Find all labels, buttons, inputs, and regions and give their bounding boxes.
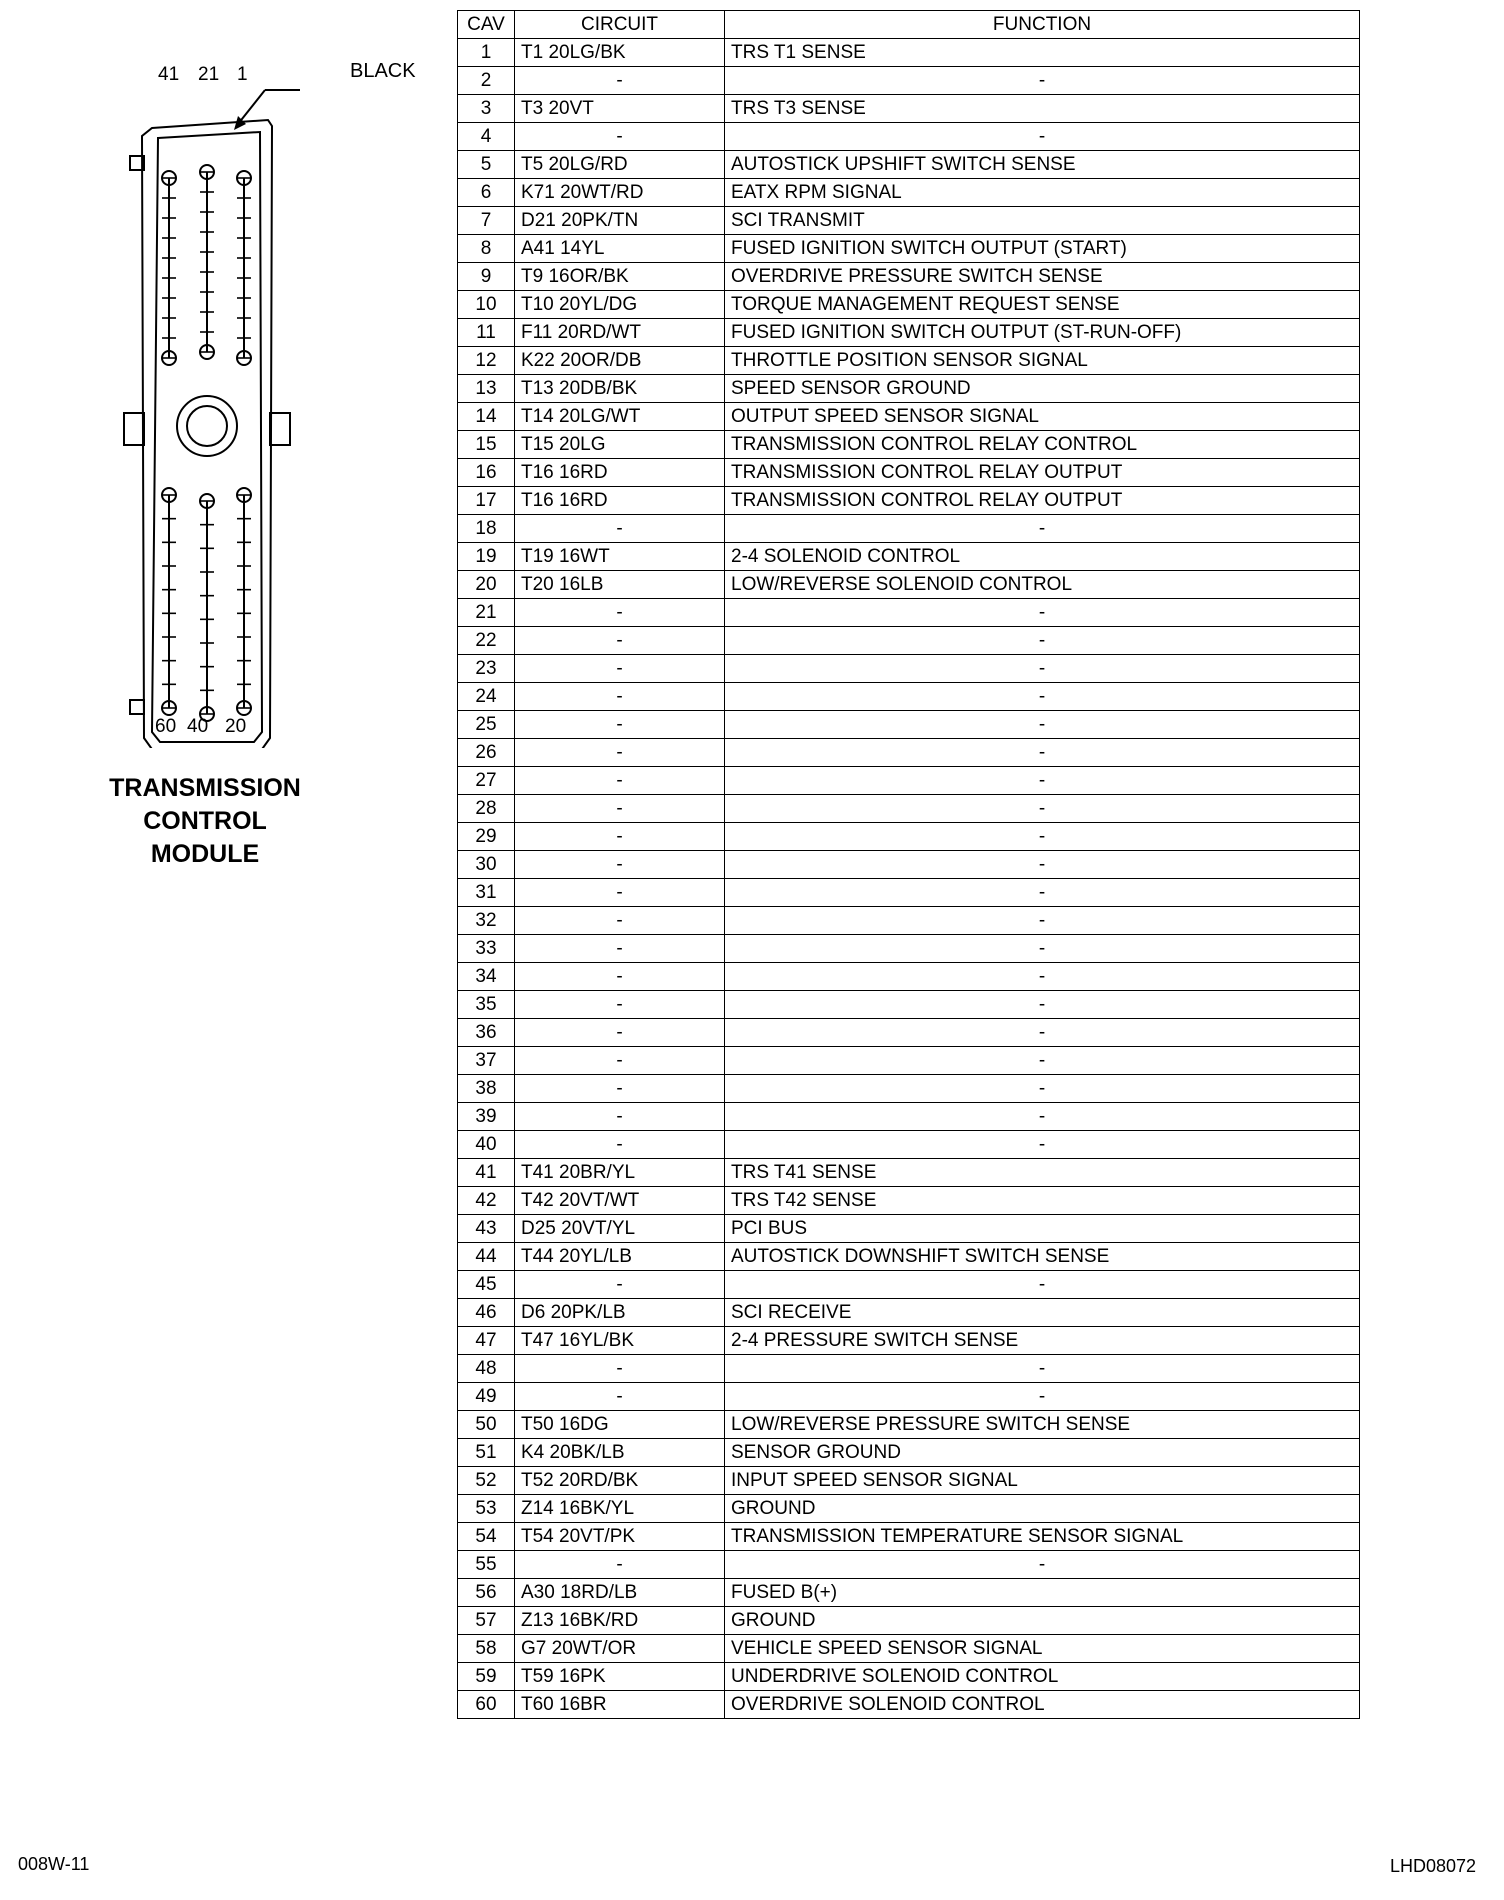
- table-row: [458, 1635, 1360, 1663]
- table-header-row: [458, 11, 1360, 39]
- connector-color-label: BLACK: [350, 60, 416, 82]
- cell-function: THROTTLE POSITION SENSOR SIGNAL: [725, 347, 1360, 375]
- cell-circuit: -: [515, 823, 725, 851]
- cell-cav: 24: [458, 683, 515, 711]
- cell-function: -: [725, 823, 1360, 851]
- cell-circuit: T19 16WT: [515, 543, 725, 571]
- cell-circuit: D21 20PK/TN: [515, 207, 725, 235]
- cell-circuit: -: [515, 1551, 725, 1579]
- cell-function: TRS T41 SENSE: [725, 1159, 1360, 1187]
- cell-cav: 27: [458, 767, 515, 795]
- table-row: [458, 795, 1360, 823]
- table-row: [458, 963, 1360, 991]
- leader-line-diagonal: [238, 90, 265, 124]
- cell-cav: 42: [458, 1187, 515, 1215]
- cell-cav: 29: [458, 823, 515, 851]
- cell-circuit: -: [515, 795, 725, 823]
- table-row: [458, 1103, 1360, 1131]
- cell-function: TRS T42 SENSE: [725, 1187, 1360, 1215]
- cell-function: OVERDRIVE SOLENOID CONTROL: [725, 1691, 1360, 1719]
- cell-cav: 47: [458, 1327, 515, 1355]
- figure-code-left: 008W-11: [18, 1854, 90, 1874]
- cell-circuit: D25 20VT/YL: [515, 1215, 725, 1243]
- cell-circuit: K4 20BK/LB: [515, 1439, 725, 1467]
- cell-circuit: -: [515, 1103, 725, 1131]
- cell-circuit: -: [515, 711, 725, 739]
- cell-circuit: T44 20YL/LB: [515, 1243, 725, 1271]
- table-row: [458, 1523, 1360, 1551]
- cell-function: -: [725, 963, 1360, 991]
- cell-circuit: T14 20LG/WT: [515, 403, 725, 431]
- cell-function: -: [725, 851, 1360, 879]
- table-row: [458, 1495, 1360, 1523]
- cell-cav: 55: [458, 1551, 515, 1579]
- cell-circuit: T20 16LB: [515, 571, 725, 599]
- cell-cav: 56: [458, 1579, 515, 1607]
- cell-cav: 14: [458, 403, 515, 431]
- table-row: [458, 347, 1360, 375]
- cell-function: VEHICLE SPEED SENSOR SIGNAL: [725, 1635, 1360, 1663]
- table-row: [458, 1579, 1360, 1607]
- cell-cav: 49: [458, 1383, 515, 1411]
- cell-circuit: T47 16YL/BK: [515, 1327, 725, 1355]
- cell-cav: 53: [458, 1495, 515, 1523]
- cell-circuit: -: [515, 655, 725, 683]
- table-row: [458, 571, 1360, 599]
- table-row: [458, 179, 1360, 207]
- table-row: [458, 375, 1360, 403]
- cell-function: FUSED IGNITION SWITCH OUTPUT (ST-RUN-OFF): [725, 319, 1360, 347]
- cell-function: UNDERDRIVE SOLENOID CONTROL: [725, 1663, 1360, 1691]
- table-row: [458, 627, 1360, 655]
- cell-cav: 23: [458, 655, 515, 683]
- cell-cav: 21: [458, 599, 515, 627]
- cell-cav: 11: [458, 319, 515, 347]
- cell-function: SENSOR GROUND: [725, 1439, 1360, 1467]
- table-row: [458, 935, 1360, 963]
- cell-circuit: T9 16OR/BK: [515, 263, 725, 291]
- cell-circuit: T54 20VT/PK: [515, 1523, 725, 1551]
- cell-function: -: [725, 599, 1360, 627]
- cell-circuit: A30 18RD/LB: [515, 1579, 725, 1607]
- cell-cav: 48: [458, 1355, 515, 1383]
- cell-function: -: [725, 907, 1360, 935]
- cell-function: -: [725, 515, 1360, 543]
- cell-cav: 37: [458, 1047, 515, 1075]
- cell-circuit: T60 16BR: [515, 1691, 725, 1719]
- cell-function: EATX RPM SIGNAL: [725, 179, 1360, 207]
- table-row: [458, 655, 1360, 683]
- cell-cav: 45: [458, 1271, 515, 1299]
- cell-function: -: [725, 767, 1360, 795]
- cell-function: FUSED B(+): [725, 1579, 1360, 1607]
- cell-cav: 10: [458, 291, 515, 319]
- cell-circuit: T16 16RD: [515, 487, 725, 515]
- cell-function: -: [725, 1075, 1360, 1103]
- cell-circuit: -: [515, 1271, 725, 1299]
- cell-circuit: T13 20DB/BK: [515, 375, 725, 403]
- cell-circuit: Z14 16BK/YL: [515, 1495, 725, 1523]
- table-row: [458, 1467, 1360, 1495]
- table-row: [458, 1187, 1360, 1215]
- table-row: [458, 1075, 1360, 1103]
- cell-cav: 52: [458, 1467, 515, 1495]
- table-row: [458, 319, 1360, 347]
- header-cav: CAV: [458, 11, 515, 39]
- pin-label-20: 20: [225, 716, 247, 737]
- table-row: [458, 739, 1360, 767]
- table-row: [458, 95, 1360, 123]
- table-row: [458, 1439, 1360, 1467]
- table-row: [458, 1215, 1360, 1243]
- cell-circuit: K71 20WT/RD: [515, 179, 725, 207]
- cell-cav: 15: [458, 431, 515, 459]
- module-title: TRANSMISSION CONTROL MODULE: [109, 774, 301, 868]
- table-row: [458, 543, 1360, 571]
- table-row: [458, 1551, 1360, 1579]
- table-row: [458, 851, 1360, 879]
- pin-label-60: 60: [155, 716, 177, 737]
- cell-circuit: T16 16RD: [515, 459, 725, 487]
- table-row: [458, 487, 1360, 515]
- cell-cav: 34: [458, 963, 515, 991]
- pin-label-41: 41: [158, 64, 180, 85]
- cell-function: -: [725, 739, 1360, 767]
- table-row: [458, 1327, 1360, 1355]
- cell-cav: 43: [458, 1215, 515, 1243]
- cell-function: FUSED IGNITION SWITCH OUTPUT (START): [725, 235, 1360, 263]
- cell-circuit: -: [515, 67, 725, 95]
- table-row: [458, 263, 1360, 291]
- cell-circuit: -: [515, 935, 725, 963]
- table-row: [458, 235, 1360, 263]
- cell-function: TRS T3 SENSE: [725, 95, 1360, 123]
- connector-side-tab-left: [124, 413, 144, 445]
- table-row: [458, 207, 1360, 235]
- cell-circuit: -: [515, 515, 725, 543]
- cell-circuit: F11 20RD/WT: [515, 319, 725, 347]
- cell-circuit: -: [515, 1355, 725, 1383]
- cell-function: TRANSMISSION CONTROL RELAY OUTPUT: [725, 459, 1360, 487]
- table-row: [458, 291, 1360, 319]
- cell-cav: 30: [458, 851, 515, 879]
- cell-circuit: -: [515, 907, 725, 935]
- cell-cav: 9: [458, 263, 515, 291]
- cell-function: -: [725, 711, 1360, 739]
- cell-cav: 36: [458, 1019, 515, 1047]
- table-row: [458, 711, 1360, 739]
- cell-function: OVERDRIVE PRESSURE SWITCH SENSE: [725, 263, 1360, 291]
- cell-function: -: [725, 1019, 1360, 1047]
- cell-function: -: [725, 1131, 1360, 1159]
- table-row: [458, 823, 1360, 851]
- cell-cav: 16: [458, 459, 515, 487]
- connector-drawing: [110, 68, 430, 748]
- cell-circuit: T1 20LG/BK: [515, 39, 725, 67]
- cell-circuit: T59 16PK: [515, 1663, 725, 1691]
- table-row: [458, 1243, 1360, 1271]
- table-row: [458, 1299, 1360, 1327]
- cell-cav: 59: [458, 1663, 515, 1691]
- cell-cav: 44: [458, 1243, 515, 1271]
- cell-circuit: G7 20WT/OR: [515, 1635, 725, 1663]
- table-row: [458, 123, 1360, 151]
- cell-circuit: -: [515, 1019, 725, 1047]
- cell-circuit: -: [515, 963, 725, 991]
- table-row: [458, 1691, 1360, 1719]
- cell-circuit: -: [515, 683, 725, 711]
- cell-function: -: [725, 627, 1360, 655]
- table-row: [458, 1159, 1360, 1187]
- cell-cav: 5: [458, 151, 515, 179]
- connector-boss-inner: [187, 406, 227, 446]
- cell-function: SCI RECEIVE: [725, 1299, 1360, 1327]
- cell-function: 2-4 PRESSURE SWITCH SENSE: [725, 1327, 1360, 1355]
- table-row: [458, 879, 1360, 907]
- cell-circuit: -: [515, 851, 725, 879]
- header-circuit: CIRCUIT: [515, 11, 725, 39]
- cell-cav: 17: [458, 487, 515, 515]
- cell-function: LOW/REVERSE PRESSURE SWITCH SENSE: [725, 1411, 1360, 1439]
- header-function: FUNCTION: [725, 11, 1360, 39]
- cell-circuit: -: [515, 991, 725, 1019]
- cell-function: AUTOSTICK UPSHIFT SWITCH SENSE: [725, 151, 1360, 179]
- cell-circuit: -: [515, 879, 725, 907]
- table-row: [458, 403, 1360, 431]
- cell-cav: 46: [458, 1299, 515, 1327]
- cell-cav: 60: [458, 1691, 515, 1719]
- cell-function: -: [725, 879, 1360, 907]
- connector-side-tab-right: [270, 413, 290, 445]
- cell-circuit: T3 20VT: [515, 95, 725, 123]
- table-row: [458, 683, 1360, 711]
- cell-function: -: [725, 935, 1360, 963]
- cell-cav: 7: [458, 207, 515, 235]
- cell-cav: 51: [458, 1439, 515, 1467]
- cell-cav: 1: [458, 39, 515, 67]
- cell-cav: 57: [458, 1607, 515, 1635]
- cell-function: TRANSMISSION CONTROL RELAY CONTROL: [725, 431, 1360, 459]
- cell-circuit: -: [515, 767, 725, 795]
- cell-cav: 35: [458, 991, 515, 1019]
- cell-circuit: Z13 16BK/RD: [515, 1607, 725, 1635]
- cell-function: -: [725, 655, 1360, 683]
- cell-cav: 38: [458, 1075, 515, 1103]
- cell-function: -: [725, 795, 1360, 823]
- cell-function: PCI BUS: [725, 1215, 1360, 1243]
- cell-cav: 33: [458, 935, 515, 963]
- cell-cav: 20: [458, 571, 515, 599]
- cell-circuit: -: [515, 123, 725, 151]
- cell-circuit: T15 20LG: [515, 431, 725, 459]
- cell-cav: 39: [458, 1103, 515, 1131]
- cell-circuit: -: [515, 599, 725, 627]
- table-row: [458, 431, 1360, 459]
- cell-circuit: -: [515, 1075, 725, 1103]
- cell-cav: 32: [458, 907, 515, 935]
- cell-cav: 4: [458, 123, 515, 151]
- cell-circuit: -: [515, 627, 725, 655]
- cell-circuit: -: [515, 1383, 725, 1411]
- table-row: [458, 1607, 1360, 1635]
- table-row: [458, 1355, 1360, 1383]
- cell-cav: 28: [458, 795, 515, 823]
- cell-circuit: A41 14YL: [515, 235, 725, 263]
- cell-function: AUTOSTICK DOWNSHIFT SWITCH SENSE: [725, 1243, 1360, 1271]
- cell-circuit: T50 16DG: [515, 1411, 725, 1439]
- cell-cav: 22: [458, 627, 515, 655]
- cell-function: -: [725, 1383, 1360, 1411]
- table-row: [458, 991, 1360, 1019]
- cell-function: TORQUE MANAGEMENT REQUEST SENSE: [725, 291, 1360, 319]
- table-row: [458, 767, 1360, 795]
- cell-cav: 2: [458, 67, 515, 95]
- cell-function: TRS T1 SENSE: [725, 39, 1360, 67]
- table-row: [458, 1411, 1360, 1439]
- cell-function: -: [725, 1355, 1360, 1383]
- cell-cav: 26: [458, 739, 515, 767]
- cell-function: -: [725, 67, 1360, 95]
- cell-cav: 8: [458, 235, 515, 263]
- cell-circuit: T41 20BR/YL: [515, 1159, 725, 1187]
- pin-label-40: 40: [187, 716, 209, 737]
- cell-cav: 54: [458, 1523, 515, 1551]
- table-row: [458, 1271, 1360, 1299]
- cell-cav: 40: [458, 1131, 515, 1159]
- cell-function: INPUT SPEED SENSOR SIGNAL: [725, 1467, 1360, 1495]
- cell-function: GROUND: [725, 1495, 1360, 1523]
- cell-function: SCI TRANSMIT: [725, 207, 1360, 235]
- cell-cav: 3: [458, 95, 515, 123]
- cell-circuit: T52 20RD/BK: [515, 1467, 725, 1495]
- cell-cav: 50: [458, 1411, 515, 1439]
- pin-label-1: 1: [237, 64, 248, 85]
- cell-circuit: K22 20OR/DB: [515, 347, 725, 375]
- cell-cav: 12: [458, 347, 515, 375]
- cell-function: TRANSMISSION CONTROL RELAY OUTPUT: [725, 487, 1360, 515]
- cell-circuit: T5 20LG/RD: [515, 151, 725, 179]
- table-row: [458, 39, 1360, 67]
- table-row: [458, 1047, 1360, 1075]
- pinout-table: [457, 10, 1360, 1719]
- cell-cav: 19: [458, 543, 515, 571]
- table-row: [458, 1663, 1360, 1691]
- table-row: [458, 599, 1360, 627]
- table-row: [458, 1131, 1360, 1159]
- table-row: [458, 515, 1360, 543]
- cell-function: -: [725, 1551, 1360, 1579]
- cell-cav: 41: [458, 1159, 515, 1187]
- cell-cav: 58: [458, 1635, 515, 1663]
- cell-function: -: [725, 1047, 1360, 1075]
- cell-function: -: [725, 683, 1360, 711]
- cell-circuit: D6 20PK/LB: [515, 1299, 725, 1327]
- table-row: [458, 459, 1360, 487]
- cell-cav: 6: [458, 179, 515, 207]
- table-row: [458, 907, 1360, 935]
- cell-circuit: -: [515, 1047, 725, 1075]
- cell-function: SPEED SENSOR GROUND: [725, 375, 1360, 403]
- cell-circuit: T10 20YL/DG: [515, 291, 725, 319]
- cell-function: GROUND: [725, 1607, 1360, 1635]
- cell-cav: 25: [458, 711, 515, 739]
- cell-circuit: -: [515, 1131, 725, 1159]
- cell-function: -: [725, 1271, 1360, 1299]
- table-row: [458, 151, 1360, 179]
- cell-circuit: T42 20VT/WT: [515, 1187, 725, 1215]
- cell-function: OUTPUT SPEED SENSOR SIGNAL: [725, 403, 1360, 431]
- cell-cav: 18: [458, 515, 515, 543]
- connector-figure: [110, 50, 430, 870]
- cell-cav: 31: [458, 879, 515, 907]
- table-row: [458, 1383, 1360, 1411]
- cell-circuit: -: [515, 739, 725, 767]
- cell-function: -: [725, 991, 1360, 1019]
- cell-function: -: [725, 1103, 1360, 1131]
- figure-code-right: LHD08072: [1390, 1856, 1477, 1876]
- table-row: [458, 67, 1360, 95]
- cell-function: TRANSMISSION TEMPERATURE SENSOR SIGNAL: [725, 1523, 1360, 1551]
- pin-label-21: 21: [198, 64, 220, 85]
- connector-latch-bottom: [130, 700, 144, 714]
- table-row: [458, 1019, 1360, 1047]
- cell-cav: 13: [458, 375, 515, 403]
- cell-function: 2-4 SOLENOID CONTROL: [725, 543, 1360, 571]
- cell-function: -: [725, 123, 1360, 151]
- cell-function: LOW/REVERSE SOLENOID CONTROL: [725, 571, 1360, 599]
